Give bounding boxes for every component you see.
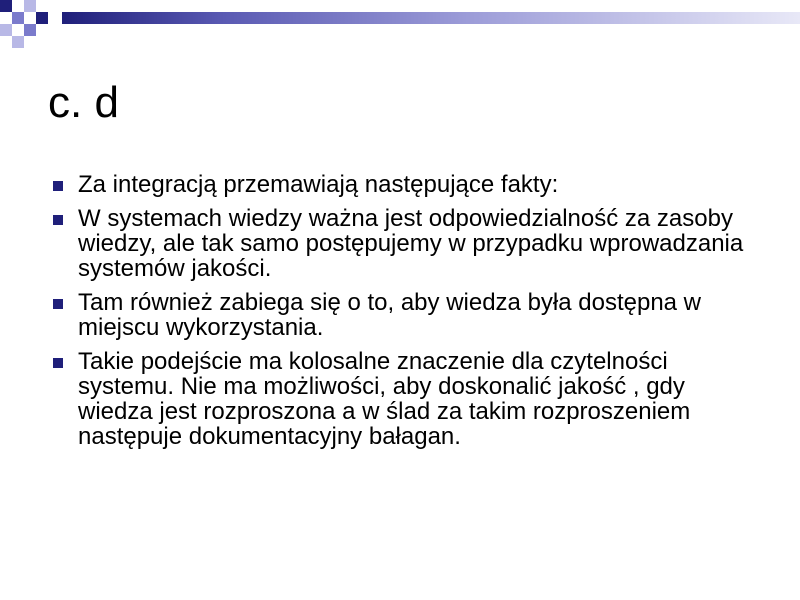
bullet-text: Takie podejście ma kolosalne znaczenie dla czytelności systemu. Nie ma możliwości, aby doskonalić jakość , gdy wiedza jest rozproszona a w ślad za takim rozproszeniem następuje dokumentacyjny bałagan. <box>78 348 691 450</box>
bullet-item <box>48 349 748 449</box>
bullet-text: Za integracją przemawiają następujące fakty: <box>78 171 559 198</box>
decor-square-5 <box>0 24 12 36</box>
decor-square-7 <box>12 36 24 48</box>
header-gradient-band <box>62 12 800 24</box>
square-bullet-icon <box>53 358 63 368</box>
bullet-list <box>48 172 748 458</box>
bullet-text: Tam również zabiega się o to, aby wiedza była dostępna w miejscu wykorzystania. <box>78 289 702 341</box>
decor-square-2 <box>24 0 36 12</box>
slide-title: c. d <box>48 78 119 127</box>
square-bullet-icon <box>53 299 63 309</box>
decor-square-4 <box>36 12 48 24</box>
decor-square-3 <box>12 12 24 24</box>
bullet-item <box>48 206 748 281</box>
bullet-text: W systemach wiedzy ważna jest odpowiedzialność za zasoby wiedzy, ale tak samo postępujemy w przypadku wprowadzania systemów jakości. <box>78 205 744 282</box>
bullet-item <box>48 172 748 197</box>
decor-square-6 <box>24 24 36 36</box>
decor-square-1 <box>0 0 12 12</box>
square-bullet-icon <box>53 181 63 191</box>
bullet-item <box>48 290 748 340</box>
square-bullet-icon <box>53 215 63 225</box>
